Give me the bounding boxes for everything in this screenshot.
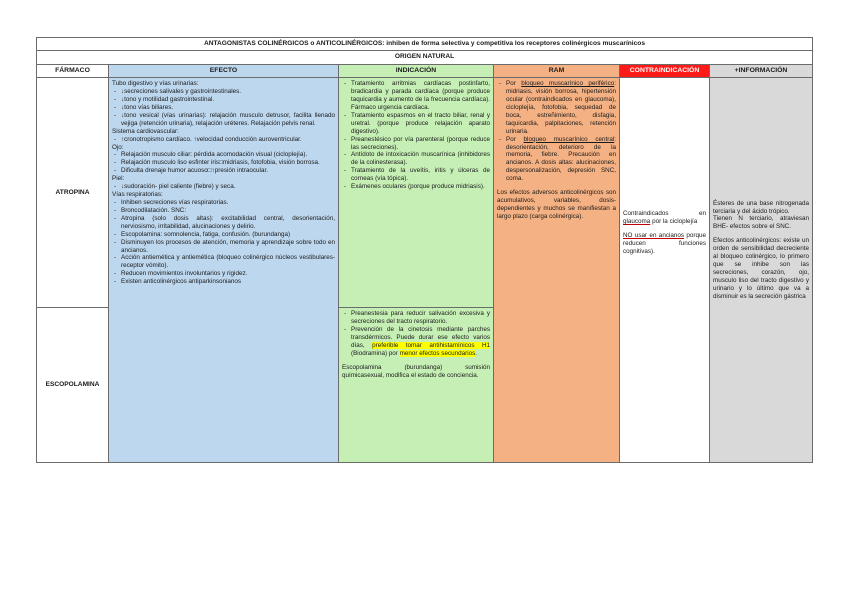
efecto-resp-list bbox=[112, 199, 335, 215]
indicacion-atropina-list bbox=[342, 80, 490, 191]
contra-ancianos: NO usar en ancianos bbox=[623, 232, 685, 239]
pharmacology-table bbox=[36, 37, 813, 463]
efecto-ojo-title: Ojo: bbox=[112, 143, 124, 151]
list-item: - ↓sudoración- piel caliente (fiebre) y seca. bbox=[121, 183, 335, 191]
efecto-cardio-title: Sistema cardiovascular: bbox=[112, 127, 179, 135]
efecto-snc-list bbox=[112, 215, 335, 286]
ram-periferico-pre: Por bbox=[506, 80, 516, 88]
efecto-digestivo-title: Tubo digestivo y vías urinarias: bbox=[112, 80, 199, 88]
indicacion-atropina bbox=[339, 78, 494, 308]
list-item: - ↓tono y motilidad gastrointestinal. bbox=[121, 96, 335, 104]
escopolamina-highlight-1: preferible tomar antihistamínicos H1 bbox=[372, 341, 491, 349]
list-item: - Preanestesia para reducir salivación excesiva y secreciones del tracto respiratorio. bbox=[351, 310, 490, 326]
ram-central-pre: Por bbox=[506, 135, 516, 143]
list-item bbox=[506, 80, 616, 135]
list-item: - ↓secreciones salivales y gastrointestinales. bbox=[121, 88, 335, 96]
list-item: - Broncodilatación. SNC: bbox=[121, 207, 335, 215]
list-item: - ↑cronotropismo cardíaco. ↑velocidad conducción auroventricular. bbox=[121, 136, 335, 144]
list-item: - Tratamiento arritmias cardíacas postinfarto, bradicardia y parada cardíaca (porque produce taquicardia y aumento de la frecuencia cardíaca). Fármaco urgencia cardíaca. bbox=[351, 80, 490, 112]
info-p2: Tienen N terciario, atraviesan BHE- efectos sobre el SNC. bbox=[713, 215, 809, 231]
list-item: - Existen anticolinérgicos antiparkinsonianos bbox=[121, 278, 335, 286]
contra-block bbox=[623, 210, 706, 256]
list-item: - ↓tono vías biliares. bbox=[121, 104, 335, 112]
list-item: - Dificulta drenaje humor acuoso□↑presión intraocular. bbox=[121, 167, 335, 175]
list-item: - Escopolamina: somnolencia, fatiga, confusión. (burundanga) bbox=[121, 231, 335, 239]
ram-central-text: : desorientación, deterioro de la memoria, fiebre. Precaución en ancianos. A dosis altas: alucinaciones, despersonalización, depresión SNC, coma. bbox=[506, 135, 616, 183]
list-item: - Exámenes oculares (porque produce midriasis). bbox=[351, 183, 490, 191]
escopolamina-end: . bbox=[475, 349, 478, 357]
info-cell bbox=[710, 78, 813, 463]
indicacion-escopolamina-list bbox=[342, 310, 490, 358]
ram-periferico-label: bloqueo muscarínico periférico bbox=[521, 80, 615, 88]
header-info: +INFORMACIÓN bbox=[710, 64, 813, 78]
table-title: ANTAGONISTAS COLINÉRGICOS o ANTICOLINÉRGICOS: inhiben de forma selectiva y competitiva los receptores colinérgicos muscarínicos bbox=[37, 38, 813, 51]
ram-note: Los efectos adversos anticolinérgicos son acumulativos, variables, dosis-dependientes y muchos se manifiestan a largo plazo (carga colinérgica). bbox=[497, 189, 616, 220]
efecto-cell bbox=[109, 78, 339, 463]
efecto-ojo-list bbox=[112, 151, 335, 175]
header-farmaco: FÁRMACO bbox=[37, 64, 109, 78]
escopolamina-extra: Escopolamina (burundanga) sumisión químicasexual, modifica el estado de conciencia. bbox=[342, 363, 490, 379]
list-item: - Relajación musculo liso esfinter iris□midriasis, fotofobia, visión borrosa. bbox=[121, 159, 335, 167]
list-item: - Tratamiento espasmos en el tracto biliar, renal y uretral. (porque produce relajación aparato digestivo). bbox=[351, 112, 490, 136]
list-item: - Relajación musculo ciliar: pérdida acomodación visual (cicloplejía). bbox=[121, 151, 335, 159]
contra-cell bbox=[620, 78, 710, 463]
list-item: - Inhiben secreciones vías respiratorias. bbox=[121, 199, 335, 207]
efecto-resp-title: Vías respiratorias: bbox=[112, 191, 163, 199]
contra-text1 bbox=[623, 210, 706, 226]
drug-atropina: ATROPINA bbox=[37, 78, 109, 308]
ram-central-label: bloqueo muscarínico central bbox=[523, 135, 615, 143]
info-p1: Ésteres de una base nitrogenada terciaria y del ácido trópico. bbox=[713, 199, 809, 215]
drug-escopolamina: ESCOPOLAMINA bbox=[37, 308, 109, 463]
indicacion-escopolamina bbox=[339, 308, 494, 463]
list-item: - Disminuyen los procesos de atención, memoria y aprendizaje sobre todo en ancianos. bbox=[121, 239, 335, 255]
header-efecto: EFECTO bbox=[109, 64, 339, 78]
ram-list bbox=[497, 80, 616, 183]
list-item bbox=[351, 326, 490, 358]
efecto-digestivo-list bbox=[112, 88, 335, 128]
list-item: - Reducen movimientos involuntarios y rigidez. bbox=[121, 270, 335, 278]
list-item: - Atropina (solo dosis altas): excitabilidad central, desorientación, nerviosismo, irritabilidad, alucinaciones y delirio. bbox=[121, 215, 335, 231]
contra-text2 bbox=[623, 232, 706, 256]
efecto-cardio-list bbox=[112, 136, 335, 144]
contra-text2-post: porque reducen funciones cognitivas). bbox=[623, 232, 707, 255]
list-item: - Preanestésico por vía parenteral (porque reduce las secreciones). bbox=[351, 136, 490, 152]
contra-glaucoma: glaucoma bbox=[623, 218, 651, 226]
origin-header: ORIGEN NATURAL bbox=[37, 51, 813, 64]
header-contraindicacion: CONTRAINDICACIÓN bbox=[620, 64, 710, 78]
list-item: - Antídoto de intoxicación muscarínica (inhibidores de la colinesterasa). bbox=[351, 151, 490, 167]
list-item: - ↓tono vesical (vías urinarias): relajación musculo detrusor, facilita llenado vejiga (retención urinaria), relajación uréteres. Relajación pelvis renal. bbox=[121, 112, 335, 128]
efecto-piel-list bbox=[112, 183, 335, 191]
list-item: - Acción antiemética y antiemética (bloqueo colinérgico núcleos vestibulares- receptor vómito). bbox=[121, 254, 335, 270]
contra-text1-pre: Contraindicados en bbox=[623, 210, 706, 218]
list-item: - Tratamiento de la uveítis, iritis y úlceras de corneas (vía tópica). bbox=[351, 167, 490, 183]
escopolamina-cinetosis: Prevención de la cinetosis mediante parches transdérmicos. Puede durar ese efecto varios días, bbox=[351, 326, 490, 349]
header-ram: RAM bbox=[494, 64, 620, 78]
contra-text1-post: por la cicloplejía bbox=[652, 218, 698, 226]
ram-cell bbox=[494, 78, 620, 463]
efecto-piel-title: Piel: bbox=[112, 175, 125, 183]
ram-periferico-text: : midriasis, visión borrosa, hipertensión ocular (contraindicados en glaucoma), cicloplejía, fotofobia, sequedad de boca, estreñimiento, disfagia, taquicardia, palpitaciones, retención urinaria. bbox=[506, 80, 616, 135]
info-block bbox=[713, 200, 809, 301]
info-p3: Efectos anticolinérgicos: existe un orden de sensibilidad decreciente al bloqueo colinérgico, lo primero que se inhibe son las secreciones, corazón, ojo, musculo liso del tracto digestivo y urinario y lo último que va a disminuir es la secreción gástrica bbox=[713, 237, 809, 300]
header-indicacion: INDICACIÓN bbox=[339, 64, 494, 78]
escopolamina-biodramina: (Biodramina) por bbox=[351, 349, 398, 357]
escopolamina-highlight-2: menor efectos secundarios bbox=[399, 349, 476, 357]
list-item bbox=[506, 136, 616, 184]
